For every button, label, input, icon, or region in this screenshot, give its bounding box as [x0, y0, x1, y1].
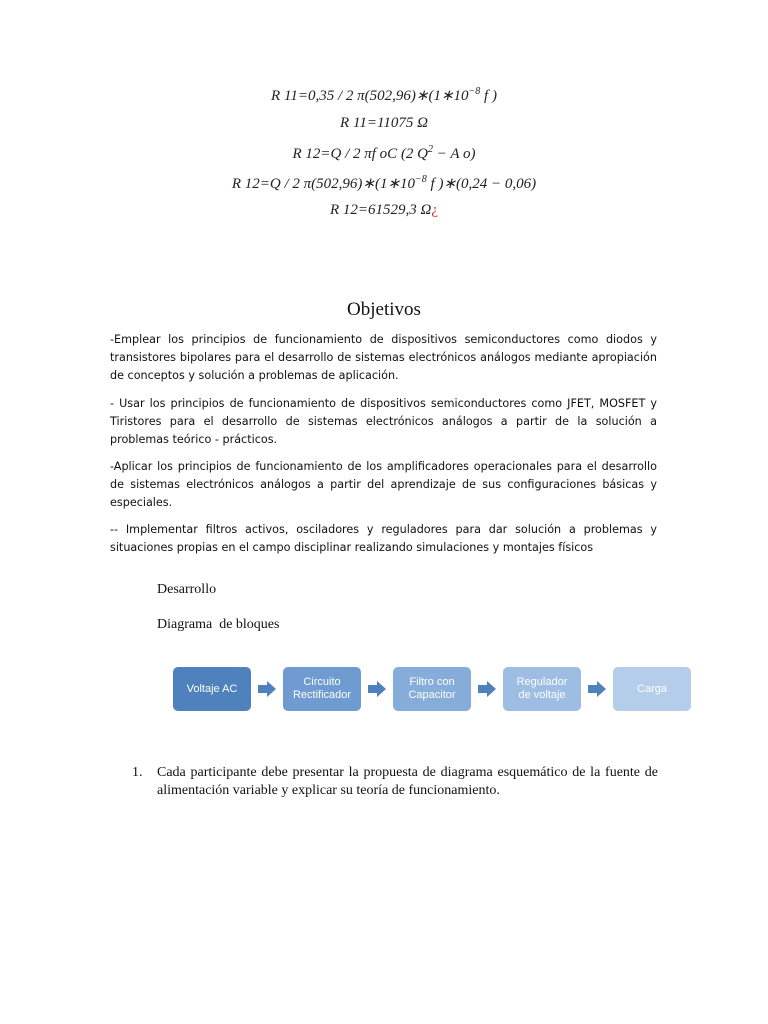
list-item-number: 1.: [132, 765, 143, 780]
objective-paragraph: -- Implementar filtros activos, osciladores y reguladores para dar solución a problemas y situaciones propias en el campo disciplinar realizando simulaciones y montajes físicos: [110, 523, 657, 554]
equation-text: R 11=0,35 / 2 $\pi(502,96)∗(1∗10^{-8}$ f ): [271, 86, 497, 104]
equation-r12-formula: [0, 144, 768, 163]
arrow-right-icon: [478, 681, 496, 697]
arrow-right-icon: [368, 681, 386, 697]
arrow-right-icon: [258, 681, 276, 697]
diagram-block-label: Filtro con Capacitor: [408, 676, 456, 701]
diagram-block-regulador-de-voltaje: [503, 667, 581, 711]
diagram-block-label: Carga: [637, 682, 667, 695]
objective-paragraph: -Aplicar los principios de funcionamiento de los amplificadores operacionales para el desarrollo de sistemas electrónicos análogos a partir del aprendizaje de sus configuraciones básicas y especiales.: [110, 460, 657, 509]
arrow-right-icon: [588, 681, 606, 697]
diagram-block-label: Regulador de voltaje: [516, 676, 568, 701]
equation-text: R 12=Q / 2 $\pi(502,96)∗(1∗10^{-8}$ f )∗(0,24 − 0,06): [231, 174, 537, 192]
equation-text: R 12=61529,3 Ω¿: [329, 202, 439, 218]
equation-r12-substituted: [0, 174, 768, 193]
equation-r12-result: [0, 202, 768, 219]
diagram-block-voltaje-ac: [173, 667, 251, 711]
equation-r11-result: [0, 115, 768, 132]
section-title-objetivos: Objetivos: [347, 299, 421, 320]
objective-paragraph: -Emplear los principios de funcionamiento de dispositivos semiconductores como diodos y transistores bipolares para el desarrollo de sistemas electrónicos análogos mediante apropiación de conceptos y solución a problemas de aplicación.: [110, 333, 657, 382]
diagram-block-label: Circuito Rectificador: [292, 676, 352, 701]
equation-text: R 12=Q / 2 πf oC (2 $Q^2 - A$ o): [292, 144, 476, 162]
list-item-text: Cada participante debe presentar la propuesta de diagrama esquemático de la fuente de alimentación variable y explicar su teoría de funcionamiento.: [157, 765, 658, 798]
diagram-block-circuito-rectificador: [283, 667, 361, 711]
diagram-block-filtro-con-capacitor: [393, 667, 471, 711]
subsection-heading-diagrama: Diagrama de bloques: [157, 617, 280, 632]
diagram-block-label: Voltaje AC: [186, 682, 238, 695]
diagram-block-carga: [613, 667, 691, 711]
objective-paragraph: - Usar los principios de funcionamiento de dispositivos semiconductores como JFET, MOSFET y Tiristores para el desarrollo de sistemas electrónicos análogos a partir de la solución a problemas teórico - prácticos.: [110, 397, 657, 446]
equation-r11-formula: [0, 86, 768, 105]
section-heading-desarrollo: Desarrollo: [157, 582, 217, 597]
equation-text: R 11=11075 Ω: [340, 115, 428, 131]
list-item: [132, 764, 658, 800]
